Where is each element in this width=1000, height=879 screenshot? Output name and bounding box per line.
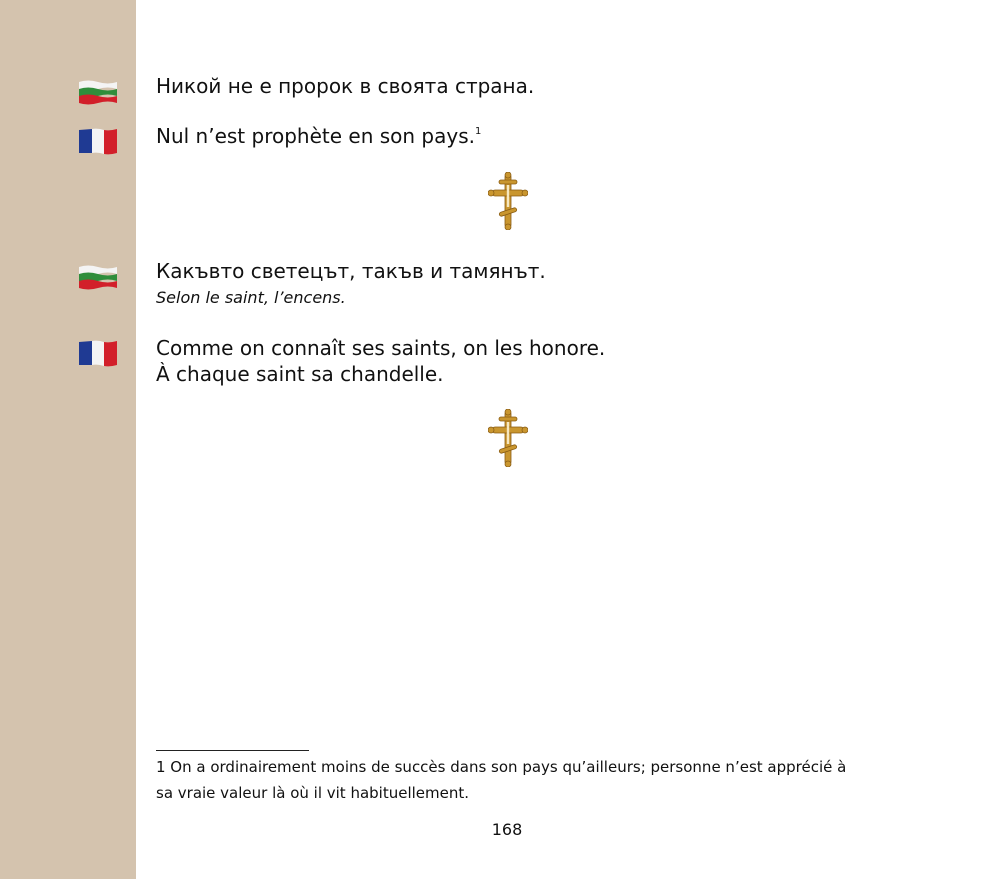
proverb-1-bulgarian: Никой не е пророк в своята страна. xyxy=(156,74,535,98)
footnote: 1 On a ordinairement moins de succès dans son pays qu’ailleurs; personne n’est apprécié à sa vraie valeur là où il vit habituellement. xyxy=(156,758,847,802)
proverb-2-french-line-1: Comme on connaît ses saints, on les honore. xyxy=(156,336,606,360)
page-number: 168 xyxy=(491,820,523,839)
proverb-1-french-text: Nul n’est prophète en son pays. xyxy=(156,124,475,148)
footnote-separator xyxy=(156,750,309,751)
french-flag-icon xyxy=(78,127,118,155)
french-flag-icon xyxy=(78,339,118,367)
proverb-2-french-line-2: À chaque saint sa chandelle. xyxy=(156,362,444,386)
orthodox-cross-icon xyxy=(488,409,528,467)
proverb-2-literal-translation: Selon le saint, l’encens. xyxy=(156,288,346,307)
bulgarian-flag-icon xyxy=(78,78,118,106)
footnote-reference: 1 xyxy=(475,126,482,137)
proverb-2-bulgarian: Какъвто светецът, такъв и тамянът. xyxy=(156,259,546,283)
proverb-1-french xyxy=(156,123,481,149)
bulgarian-flag-icon xyxy=(78,263,118,291)
orthodox-cross-icon xyxy=(488,172,528,230)
